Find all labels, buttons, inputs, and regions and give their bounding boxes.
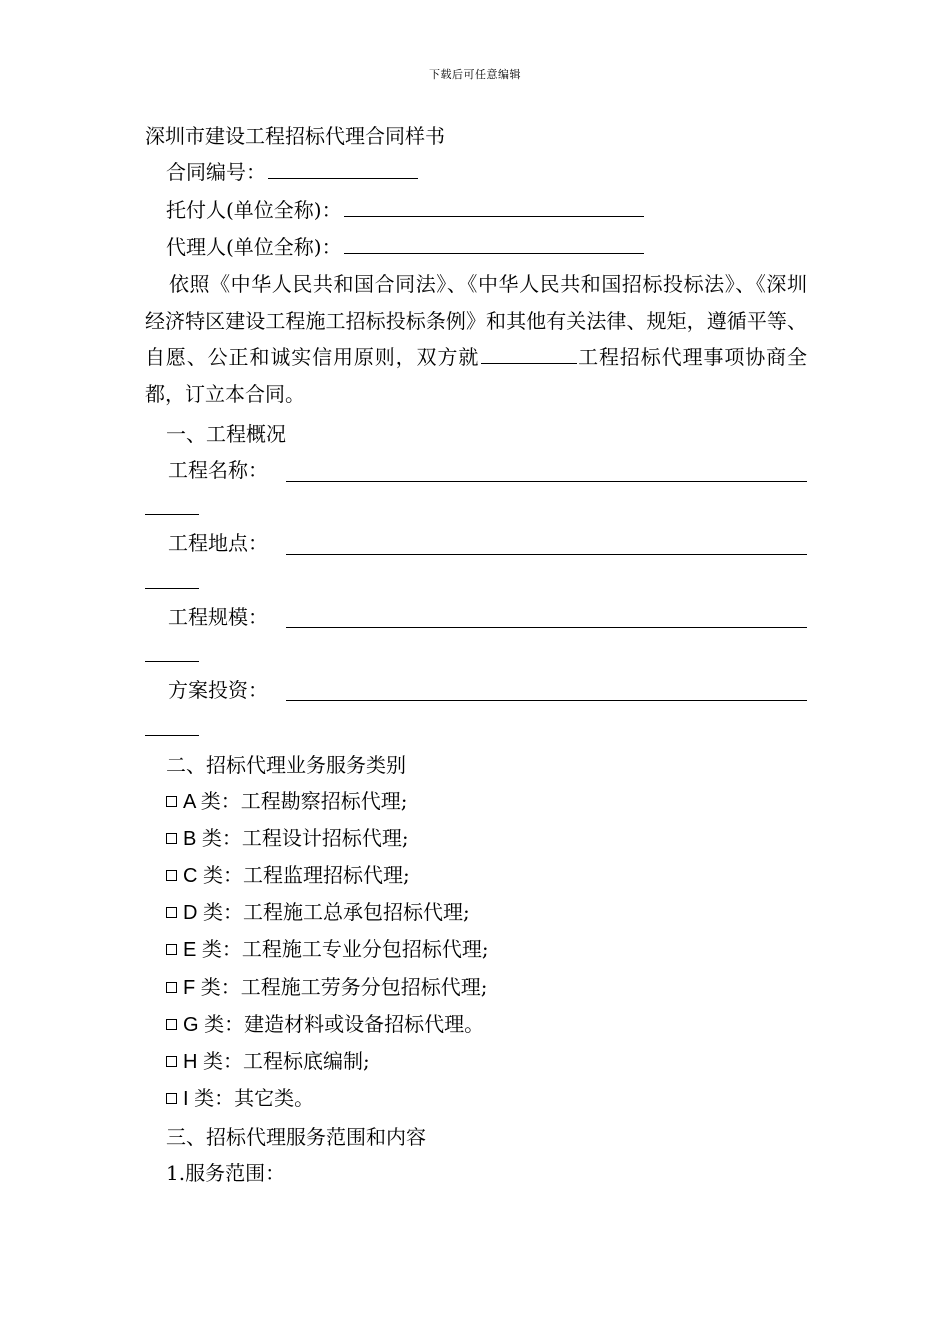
category-text: 工程勘察招标代理; [240, 789, 408, 813]
checkbox[interactable] [166, 796, 177, 807]
document-title: 深圳市建设工程招标代理合同样书 [145, 124, 445, 148]
contract-number-label: 合同编号： [166, 160, 266, 184]
intro-text-2: 工程招标代理事项协商全都，订立本合同。 [145, 345, 808, 406]
category-code: G 类： [183, 1014, 245, 1036]
checkbox[interactable] [166, 1093, 177, 1104]
field-project-name-blank[interactable] [286, 481, 807, 482]
contract-number-line [166, 159, 418, 185]
category-code: A 类： [183, 791, 241, 813]
field-project-location-blank-cont[interactable] [145, 588, 199, 589]
intro-text-1: 依照《中华人民共和国合同法》、《中华人民共和国招标投标法》、《深圳经济特区建设工程施工招标投标条例》和其他有关法律、规矩，遵循平等、自愿、公正和诚实信用原则，双方就 [145, 272, 807, 369]
category-code: E 类： [183, 939, 242, 961]
agent-blank[interactable] [344, 235, 644, 254]
category-item-i[interactable] [166, 1085, 314, 1112]
category-item-c[interactable] [166, 862, 410, 889]
category-text: 工程标底编制; [243, 1049, 370, 1073]
field-planned-investment-label: 方案投资： [168, 678, 268, 702]
category-text: 工程设计招标代理; [241, 826, 409, 850]
category-item-f[interactable] [166, 974, 488, 1001]
principal-line [166, 197, 644, 223]
category-code: H 类： [183, 1051, 243, 1073]
field-project-scale-blank[interactable] [286, 627, 807, 628]
category-text: 工程施工总承包招标代理; [243, 900, 470, 924]
category-text: 工程施工劳务分包招标代理; [240, 975, 488, 999]
field-planned-investment-blank[interactable] [286, 700, 807, 701]
section1-heading: 一、工程概况 [166, 422, 286, 446]
field-project-name-label: 工程名称： [168, 458, 268, 482]
checkbox[interactable] [166, 982, 177, 993]
checkbox[interactable] [166, 870, 177, 881]
category-text: 其它类。 [234, 1086, 315, 1110]
category-text: 建造材料或设备招标代理。 [244, 1012, 485, 1036]
field-project-scale-label: 工程规模： [168, 605, 268, 629]
category-code: B 类： [183, 828, 242, 850]
category-code: F 类： [183, 977, 241, 999]
category-code: D 类： [183, 902, 243, 924]
contract-number-blank[interactable] [268, 160, 418, 179]
field-project-location-blank[interactable] [286, 554, 807, 555]
field-project-scale-blank-cont[interactable] [145, 661, 199, 662]
category-item-g[interactable] [166, 1011, 484, 1038]
page-header: 下载后可任意编辑 [429, 68, 521, 81]
category-item-d[interactable] [166, 899, 470, 926]
checkbox[interactable] [166, 944, 177, 955]
section3-heading: 三、招标代理服务范围和内容 [166, 1125, 426, 1149]
category-text: 工程施工专业分包招标代理; [241, 937, 489, 961]
service-scope-heading: 1.服务范围： [166, 1161, 286, 1185]
project-name-blank-inline[interactable] [481, 345, 557, 364]
checkbox[interactable] [166, 1056, 177, 1067]
project-name-blank-cont[interactable] [557, 345, 577, 364]
category-item-e[interactable] [166, 936, 489, 963]
field-project-location-label: 工程地点： [168, 531, 268, 555]
agent-label: 代理人(单位全称)： [166, 235, 342, 259]
intro-paragraph [145, 266, 807, 412]
principal-blank[interactable] [344, 198, 644, 217]
agent-line [166, 234, 644, 260]
category-text: 工程监理招标代理; [243, 863, 410, 887]
category-item-b[interactable] [166, 825, 409, 852]
category-code: C 类： [183, 865, 243, 887]
checkbox[interactable] [166, 1019, 177, 1030]
principal-label: 托付人(单位全称)： [166, 198, 342, 222]
checkbox[interactable] [166, 833, 177, 844]
field-planned-investment-blank-cont[interactable] [145, 735, 199, 736]
field-project-name-blank-cont[interactable] [145, 514, 199, 515]
category-item-h[interactable] [166, 1048, 370, 1075]
category-item-a[interactable] [166, 788, 408, 815]
section2-heading: 二、招标代理业务服务类别 [166, 753, 406, 777]
checkbox[interactable] [166, 907, 177, 918]
category-code: I 类： [183, 1088, 235, 1110]
